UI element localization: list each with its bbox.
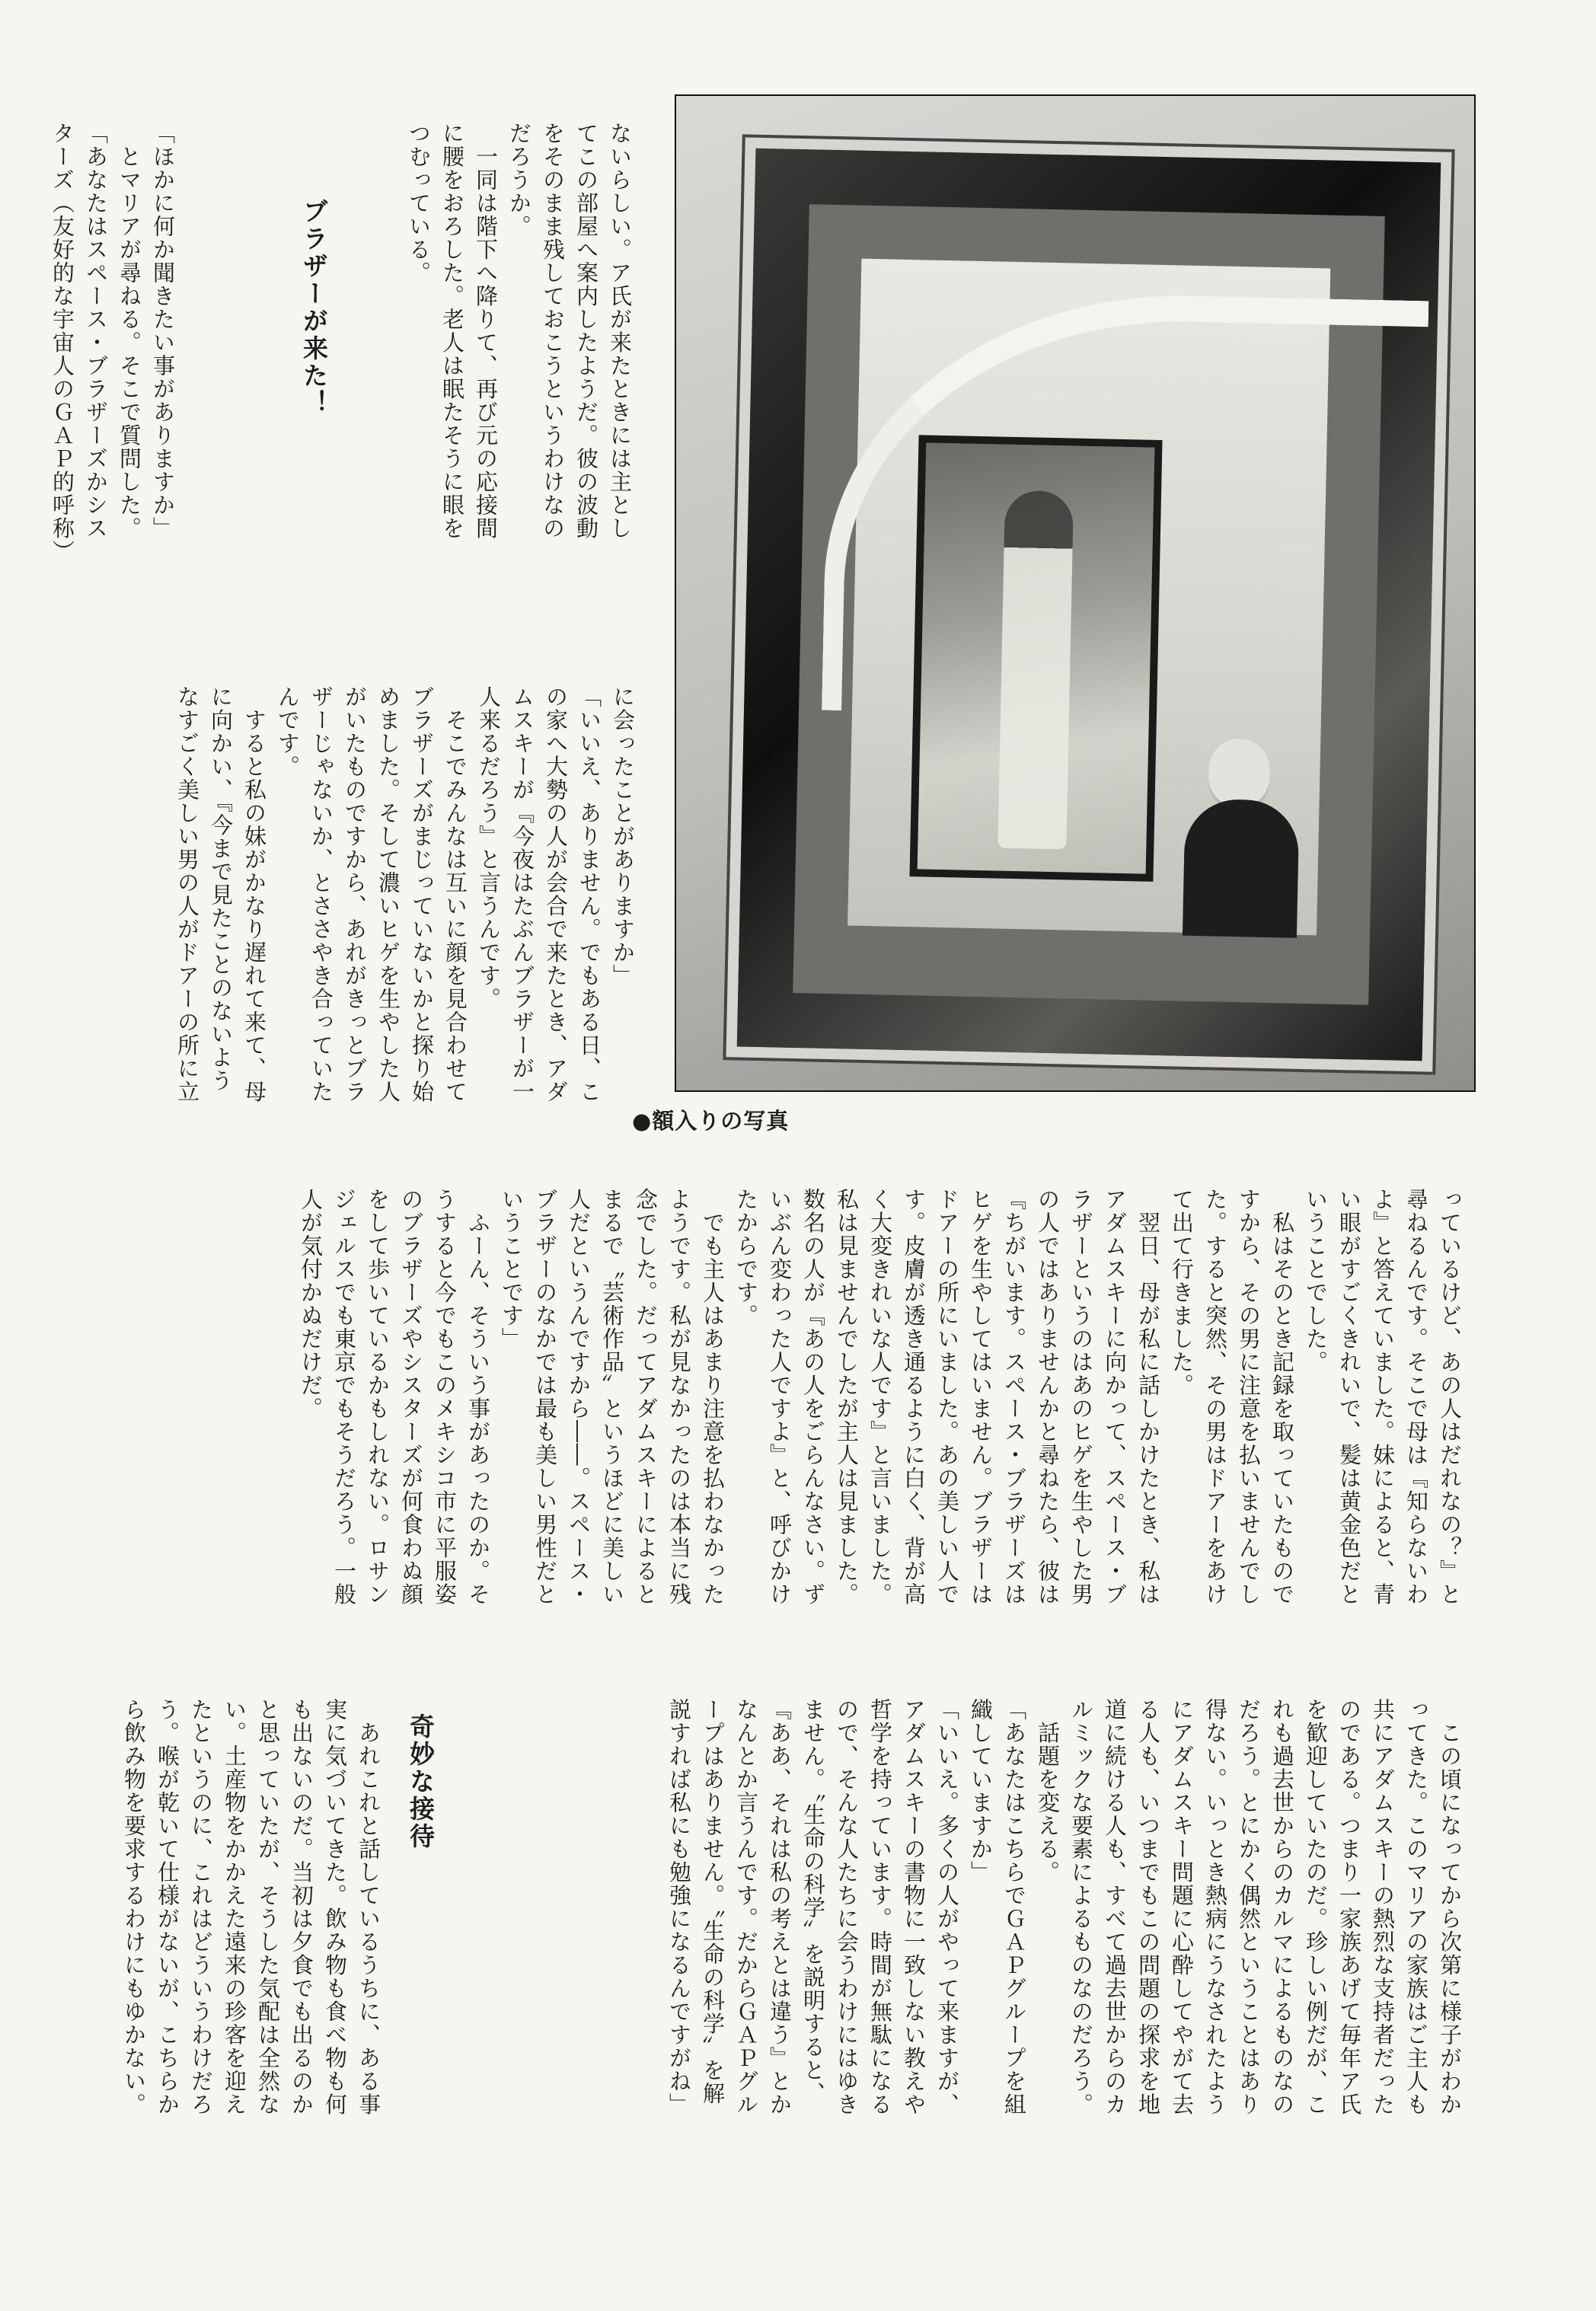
section-heading-reception: 奇妙な接待 bbox=[406, 1713, 436, 1850]
photo-caption: ●額入りの写真 bbox=[632, 1108, 790, 1134]
article-text-mid-right: っているけど、あの人はだれなの？』と 尋ねるんです。そこで母は『知らないわ よ』と答えていました。妹によると、青 い眼がすごくきれいで、髪は黄金色だと いうことでした。 私はそのとき記録を取っていたもので すから、その男に注意を払いませんでし た。すると突然、その男はドアーをあけ て出て行きました。 翌日、母が私に話しかけたとき、私は アダムスキーに向かって、スペース・ブ ラザーというのはあのヒゲを生やした男 の人ではありませんかと尋ねたら、彼は 『ちがいます。スペース・ブラザーズは ヒゲを生やしてはいません。ブラザーは ドアーの所にいました。あの美しい人で す。皮膚が透き通るように白く、背が高 く大変きれいな人です』と言いました。 私は見ませんでしたが主人は見ました。 数名の人が『あの人をごらんなさい。ず いぶん変わった人ですよ』と、呼びかけ たからです。 でも主人はあまり注意を払わなかった ようです。私が見なかったのは本当に残 念でした。だってアダムスキーによると まるで〝芸術作品〟というほどに美しい 人だというんですから――。スペース・ ブラザーのなかでは最も美しい男性だと いうことです」 ふーん、そういう事があったのか。そ うすると今でもこのメキシコ市に平服姿 のブラザーズやシスターズが何食わぬ顔 をして歩いているかもしれない。ロサン ジェルスでも東京でもそうだろう。一般 人が気付かぬだけだ。 bbox=[298, 1188, 1463, 1606]
picture-frame bbox=[737, 148, 1441, 1061]
article-text-mid-left: に会ったことがありますか」 「いいえ、ありません。でもある日、こ の家へ大勢の人が会合で来たとき、アダ ムスキーが『今夜はたぶんブラザーが一 人来るだろう』と言うんです。 そこでみんなは互いに顔を見合わせて ブラザーズがまじっていないかと探り始 めました。そして濃いヒゲを生やした人 がいたものですから、あれがきっとブラ ザーじゃないか、とささやき合っていた んです。 すると私の妹がかなり遅れて来て、母 に向かい、『今まで見たことのないよう なすごく美しい男の人がドアーの所に立 bbox=[174, 685, 636, 1103]
article-text-bottom-right: この頃になってから次第に様子がわか ってきた。このマリアの家族はご主人も 共にアダムスキーの熱烈な支持者だった のである。つまり一家族あげて毎年ア氏 を歓迎していたのだ。珍しい例だが、こ れも過去世からのカルマによるものなの だろう。とにかく偶然ということはあり 得ない。いっとき熱病にうなされたよう にアダムスキー問題に心酔してやがて去 る人も、いつまでもこの問題の探求を地 道に続ける人も、すべて過去世からのカ ルミックな要素によるものなのだろう。 話題を変える。 「あなたはこちらでＧＡＰグループを組 織していますか」 「いいえ。多くの人がやって来ますが、 アダムスキーの書物に一致しない教えや 哲学を持っています。時間が無駄になる ので、そんな人たちに会うわけにはゆき ません。〝生命の科学〟を説明すると、 『ああ、それは私の考えとは違う』とか なんとか言うんです。だからＧＡＰグル ープはありません。〝生命の科学〟を解 説すれば私にも勉強になるんですがね」 bbox=[666, 1698, 1463, 2116]
man-in-suit bbox=[1183, 799, 1300, 938]
robed-figure bbox=[998, 490, 1074, 850]
photo-print bbox=[847, 259, 1330, 936]
christ-painting bbox=[909, 435, 1162, 882]
article-text-bottom-left: あれこれと話しているうちに、ある事 実に気づいてきた。飲み物も食べ物も何 も出ないのだ。当初は夕食でも出るのか と思っていたが、そうした気配は全然な い。土産物をかかえた遠来の珍客を迎え たというのに、これはどういうわけだろ う。喉が乾いて仕様がないが、こちらか ら飲み物を要求するわけにもゆかない。 bbox=[121, 1698, 381, 2116]
framed-photograph bbox=[675, 94, 1476, 1092]
frame-mat bbox=[793, 204, 1385, 1005]
article-text-question: 「ほかに何か聞きたい事がありますか」 とマリアが尋ねる。そこで質問した。 「あなたはスペース・ブラザーズかシス ターズ（友好的な宇宙人のＧＡＰ的呼称） bbox=[49, 122, 176, 563]
section-heading-brother: ブラザーが来た！ bbox=[299, 198, 329, 417]
article-text-top-left: ないらしい。ア氏が来たときには主とし てこの部屋へ案内したようだ。彼の波動 をそのまま残しておこうというわけなの だろうか。 一同は階下へ降りて、再び元の応接間 に腰をおろした。老人は眠たそうに眼を つむっている。 bbox=[406, 122, 633, 540]
